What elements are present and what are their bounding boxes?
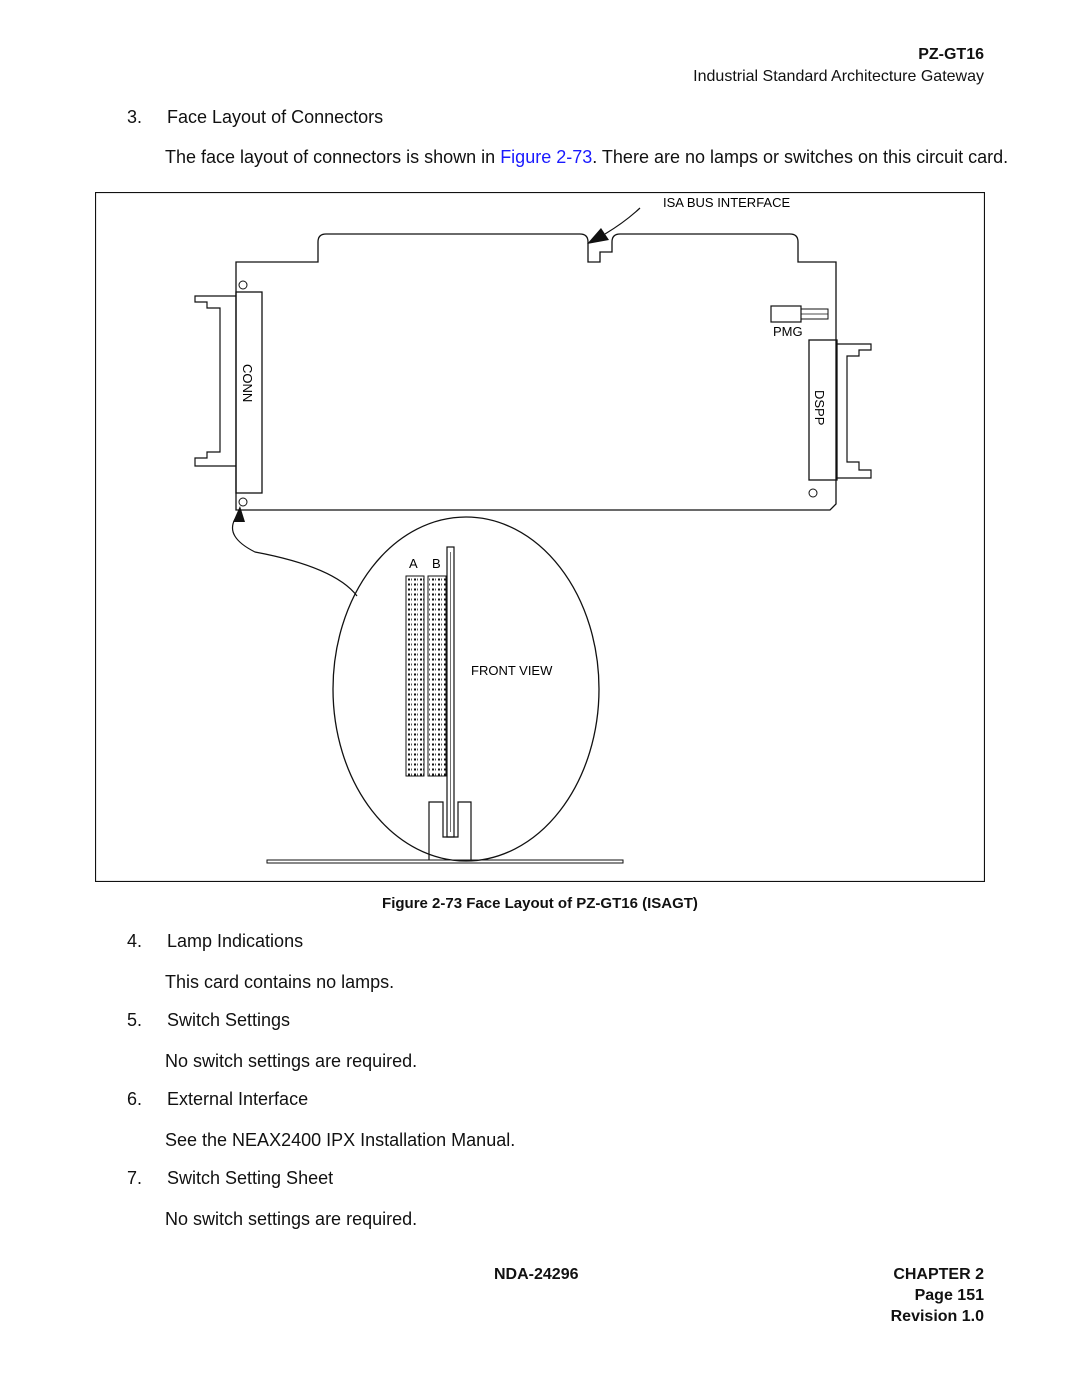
zoom-pointer xyxy=(233,519,358,596)
section-6-number: 6. xyxy=(127,1089,143,1109)
page-number: Page 151 xyxy=(914,1287,984,1304)
face-layout-diagram xyxy=(95,192,985,882)
column-a-label: A xyxy=(409,556,418,571)
dspp-latch xyxy=(837,344,871,478)
section-5-body: No switch settings are required. xyxy=(165,1051,418,1071)
section-4-title: Lamp Indications xyxy=(167,931,304,951)
conn-latch xyxy=(195,296,236,466)
revision-label: Revision 1.0 xyxy=(890,1308,984,1325)
section-6-title: External Interface xyxy=(167,1089,309,1109)
section-4-body: This card contains no lamps. xyxy=(165,972,395,992)
section-5-number: 5. xyxy=(127,1010,143,1030)
column-b-label: B xyxy=(432,556,441,571)
pin-column-a xyxy=(406,576,424,776)
isa-bus-label: ISA BUS INTERFACE xyxy=(663,195,791,210)
mounting-hole xyxy=(239,281,247,289)
section-5-title: Switch Settings xyxy=(167,1010,291,1030)
dspp-label: DSPP xyxy=(812,390,827,426)
section-3-title: Face Layout of Connectors xyxy=(167,107,384,127)
mounting-hole xyxy=(809,489,817,497)
chapter-label: CHAPTER 2 xyxy=(893,1266,984,1283)
section-6-body: See the NEAX2400 IPX Installation Manual. xyxy=(165,1130,516,1150)
pmg-label: PMG xyxy=(773,324,803,339)
backplane xyxy=(267,860,623,863)
isa-bus-pointer xyxy=(605,208,640,234)
magnified-view xyxy=(333,517,599,861)
section-7-body: No switch settings are required. xyxy=(165,1209,418,1229)
figure-link[interactable]: Figure 2-73 xyxy=(500,147,593,167)
section-4-number: 4. xyxy=(127,931,143,951)
mounting-hole xyxy=(239,498,247,506)
front-view-label: FRONT VIEW xyxy=(471,663,553,678)
section-7-number: 7. xyxy=(127,1168,143,1188)
section-3-number: 3. xyxy=(127,107,143,127)
card-outline xyxy=(236,234,836,510)
intro-text-after: . There are no lamps or switches on this circuit card. xyxy=(592,147,1009,167)
intro-text-before: The face layout of connectors is shown in xyxy=(165,147,501,167)
pin-column-b xyxy=(428,576,446,776)
pmg-component xyxy=(771,306,801,322)
document-subtitle: Industrial Standard Architecture Gateway xyxy=(693,68,984,85)
arrow-head-icon xyxy=(233,506,245,522)
document-number: NDA-24296 xyxy=(494,1266,579,1283)
figure-caption: Figure 2-73 Face Layout of PZ-GT16 (ISAGT) xyxy=(382,895,698,912)
conn-label: CONN xyxy=(240,364,255,403)
arrow-head-icon xyxy=(587,228,609,244)
card-edge-slot xyxy=(429,802,471,860)
section-7-title: Switch Setting Sheet xyxy=(167,1168,334,1188)
intro-paragraph xyxy=(165,147,1008,168)
document-code: PZ-GT16 xyxy=(918,46,984,63)
